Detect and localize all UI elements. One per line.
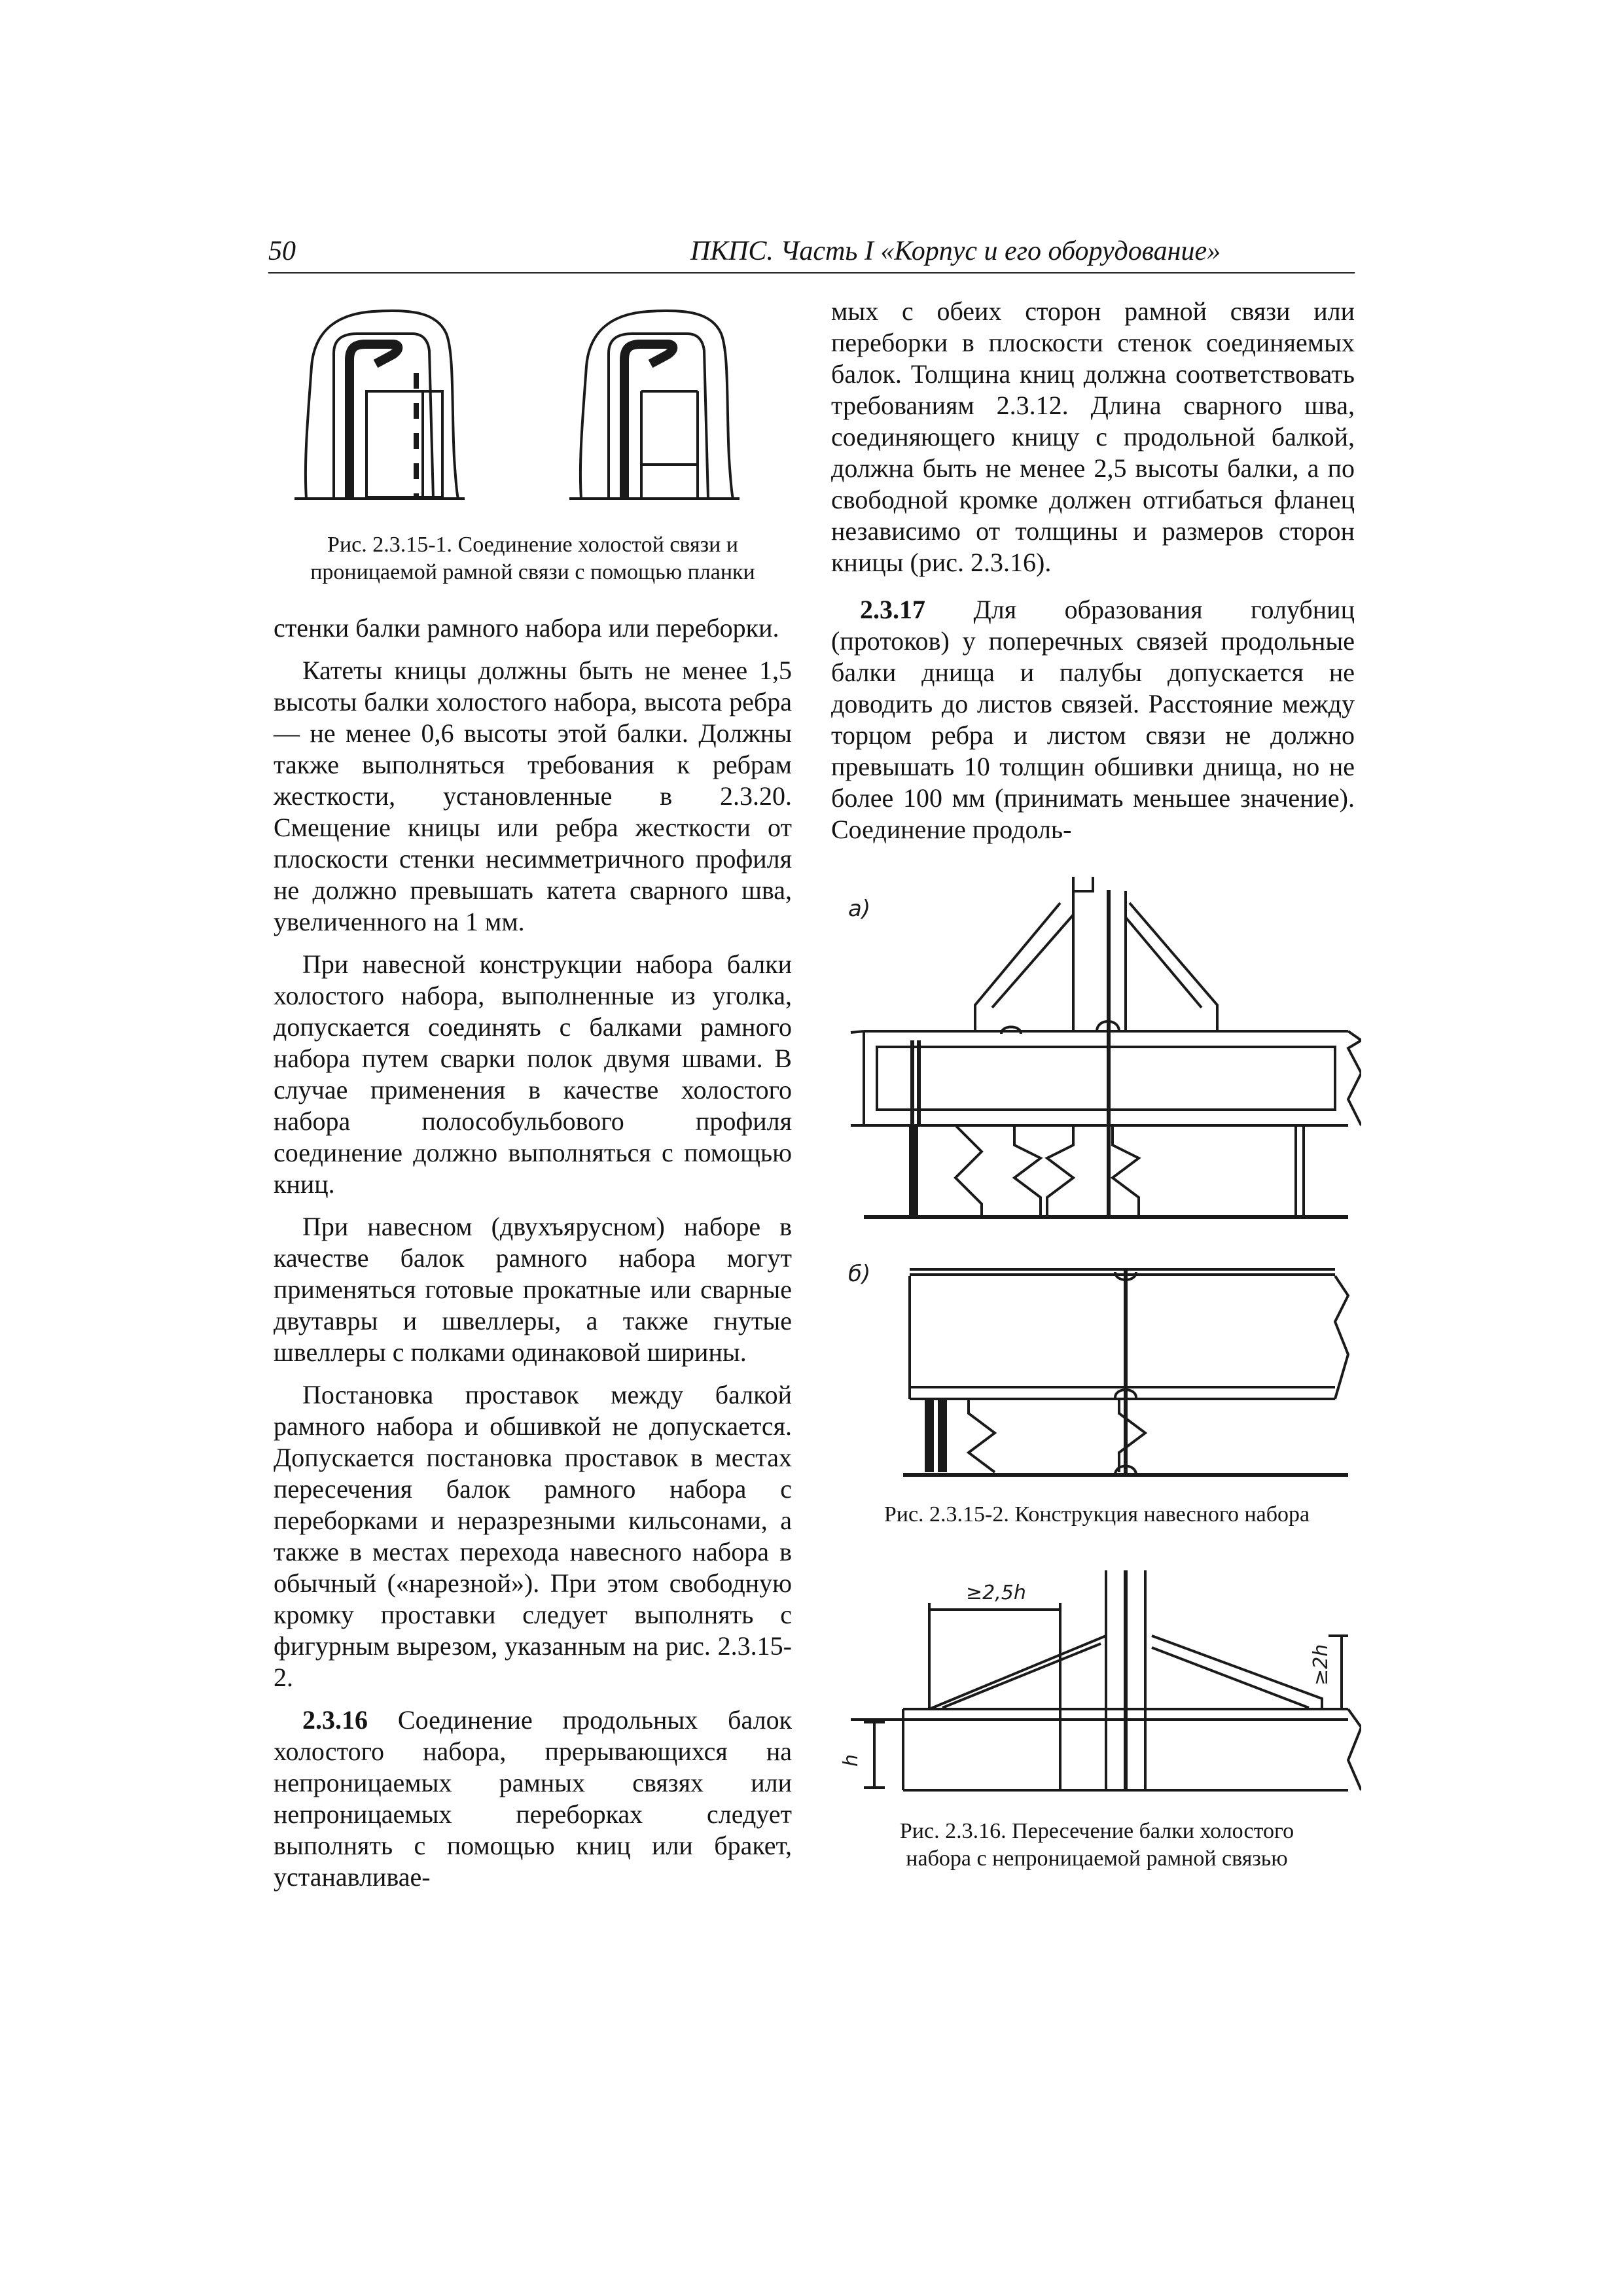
label-a: а) xyxy=(848,896,871,922)
figure-2-3-15-1-drawing xyxy=(294,308,792,504)
caption-line: набора с непроницаемой рамной связью xyxy=(906,1846,1288,1871)
dim-width-label: ≥2,5h xyxy=(966,1581,1026,1604)
variant-a xyxy=(851,877,1361,1217)
left-column xyxy=(274,612,792,1904)
page-number: 50 xyxy=(268,236,296,266)
figure-2-3-15-1-caption xyxy=(274,531,792,586)
paragraph: мых с обеих сторон рамной связи или переборки в плоскости стенок соединяемых балок. Толщина книц должна соответствовать требованиям 2.3.12. Длина сварного шва, соединяющего кницу с продольной балкой, должна быть не менее 2,5 высоты балки, а по свободной кромке должен отгибаться фланец независимо от толщины и размеров сторон кницы (рис. 2.3.16). xyxy=(831,296,1355,577)
paragraph-2-3-16 xyxy=(274,1704,792,1893)
section-number: 2.3.16 xyxy=(302,1705,368,1735)
variant-b xyxy=(903,1269,1348,1476)
caption-line: Рис. 2.3.15-1. Соединение холостой связи и xyxy=(327,533,738,557)
figure-2-3-15-2-caption: Рис. 2.3.15-2. Конструкция навесного набора xyxy=(883,1502,1310,1527)
paragraph-2-3-17 xyxy=(831,594,1355,845)
figure-2-3-15-2-drawing xyxy=(838,877,1361,1479)
header-rule xyxy=(268,272,1355,274)
running-title: ПКПС. Часть I «Корпус и его оборудование» xyxy=(690,236,1221,266)
right-column xyxy=(831,296,1355,857)
caption-line: Рис. 2.3.16. Пересечение балки холостого xyxy=(899,1819,1294,1843)
figure-2-3-16-caption xyxy=(835,1818,1359,1873)
section-text: Для образования голубниц (протоков) у поперечных связей продольные балки днища и палубы допускается не доводить до листов связей. Расстояние между торцом ребра и листом связи не должно превышать 10 толщин обшивки днища, но не более 100 мм (принимать меньшее значение). Соединение продоль- xyxy=(831,595,1355,844)
figure-2-3-15-2 xyxy=(838,877,1361,1479)
label-b: б) xyxy=(848,1261,871,1287)
paragraph: Постановка проставок между балкой рамного набора и обшивкой не допускается. Допускается постановка проставок в местах пересечения балок рамного набора с переборками и неразрезными кильсонами, а также в местах перехода навесного набора в обычный («нарезной»). При этом свободную кромку проставки следует выполнять с фигурным вырезом, указанным на рис. 2.3.15-2. xyxy=(274,1380,792,1692)
running-header xyxy=(268,236,1355,272)
paragraph: При навесном (двухъярусном) наборе в качестве балок рамного набора могут применяться готовые прокатные или сварные двутавры и швеллеры, а также гнутые швеллеры с полками одинаковой ширины. xyxy=(274,1212,792,1367)
figure-2-3-15-1 xyxy=(294,308,792,504)
figure-2-3-16 xyxy=(838,1570,1361,1806)
section-number: 2.3.17 xyxy=(860,595,925,624)
paragraph: стенки балки рамного набора или переборки. xyxy=(274,613,779,643)
paragraph: При навесной конструкции набора балки холостого набора, выполненные из уголка, допускается соединять с балками рамного набора путем сварки полок двумя швами. В случае применения в качестве холостого набора полособульбового профиля соединение должно выполняться с помощью книц. xyxy=(274,949,792,1199)
dim-h-label: h xyxy=(840,1754,863,1767)
section-text: Соединение продольных балок холостого набора, прерывающихся на непроницаемых рамных связях или непроницаемых переборках следует выполнять с помощью книц или бракет, устанавливае- xyxy=(274,1705,792,1892)
dim-height-label: ≥2h xyxy=(1310,1644,1332,1686)
sketch-left xyxy=(294,311,465,499)
figure-2-3-16-drawing xyxy=(838,1570,1361,1806)
sketch-right xyxy=(569,311,740,499)
paragraph: Катеты кницы должны быть не менее 1,5 высоты балки холостого набора, высота ребра — не менее 0,6 высоты этой балки. Должны также выполняться требования к ребрам жесткости, установленные в 2.3.20. Смещение кницы или ребра жесткости от плоскости стенки несимметричного профиля не должно превышать катета сварного шва, увеличенного на 1 мм. xyxy=(274,656,792,936)
caption-line: проницаемой рамной связи с помощью планки xyxy=(310,560,755,584)
